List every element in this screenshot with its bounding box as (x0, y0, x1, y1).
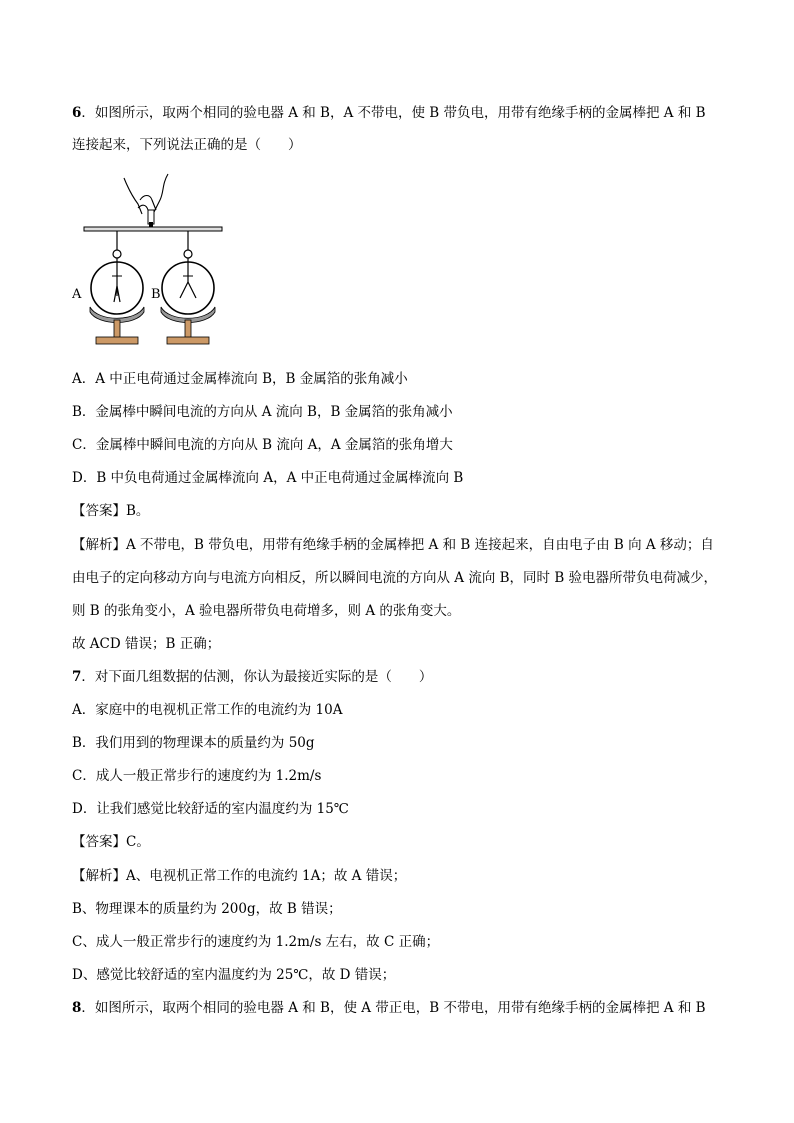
q7-analysis-line3: C、成人一般正常步行的速度约为 1.2m/s 左右，故 C 正确； (72, 934, 440, 950)
electroscope-b (161, 231, 215, 344)
q6-analysis-line2: 由电子的定向移动方向与电流方向相反，所以瞬间电流的方向从 A 流向 B，同时 B 验电器所带负电荷减少， (72, 570, 718, 586)
q6-number: 6 (72, 105, 82, 121)
q6-option-d: D．B 中负电荷通过金属棒流向 A，A 中正电荷通过金属棒流向 B (72, 470, 464, 486)
q6-answer: 【答案】B。 (72, 503, 150, 519)
q7-analysis-line4: D、感觉比较舒适的室内温度约为 25℃，故 D 错误； (72, 967, 396, 983)
insulated-handle (148, 210, 154, 224)
electroscope-a (90, 231, 144, 344)
hand-icon (124, 174, 168, 214)
q6-stem-line2: 连接起来，下列说法正确的是（ ） (72, 137, 302, 153)
q6-analysis-line1: 【解析】A 不带电，B 带负电，用带有绝缘手柄的金属棒把 A 和 B 连接起来，自由电子由 B 向 A 移动；自 (72, 537, 714, 553)
q7-option-c: C．成人一般正常步行的速度约为 1.2m/s (72, 768, 322, 784)
label-b: B (151, 287, 161, 302)
q7-analysis-line2: B、物理课本的质量约为 200g，故 B 错误； (72, 901, 342, 917)
electroscope-figure (72, 170, 232, 352)
q7-number: 7 (72, 669, 82, 685)
q7-answer: 【答案】C。 (72, 834, 150, 850)
q8-stem-line1: 8．如图所示，取两个相同的验电器 A 和 B，使 A 带正电，B 不带电，用带有绝缘手柄的金属棒把 A 和 B (72, 1000, 706, 1016)
q6-option-b: B．金属棒中瞬间电流的方向从 A 流向 B，B 金属箔的张角减小 (72, 404, 453, 420)
label-a: A (72, 287, 82, 302)
q7-option-b: B．我们用到的物理课本的质量约为 50g (72, 735, 315, 751)
metal-rod (84, 227, 222, 231)
q6-analysis-line3: 则 B 的张角变小，A 验电器所带负电荷增多，则 A 的张角变大。 (72, 603, 461, 619)
q6-option-a: A．A 中正电荷通过金属棒流向 B，B 金属箔的张角减小 (72, 371, 408, 387)
q7-option-d: D．让我们感觉比较舒适的室内温度约为 15℃ (72, 801, 349, 817)
q7-analysis-line1: 【解析】A、电视机正常工作的电流约 1A；故 A 错误； (72, 868, 407, 884)
handle-grip (149, 222, 153, 227)
q6-analysis-line4: 故 ACD 错误；B 正确； (72, 636, 221, 652)
q8-number: 8 (72, 1000, 82, 1016)
q6-option-c: C．金属棒中瞬间电流的方向从 B 流向 A，A 金属箔的张角增大 (72, 437, 453, 453)
q7-option-a: A．家庭中的电视机正常工作的电流约为 10A (72, 702, 343, 718)
q7-stem: 7．对下面几组数据的估测，你认为最接近实际的是（ ） (72, 669, 433, 685)
q6-stem-line1: 6．如图所示，取两个相同的验电器 A 和 B，A 不带电，使 B 带负电，用带有绝缘手柄的金属棒把 A 和 B (72, 105, 706, 121)
